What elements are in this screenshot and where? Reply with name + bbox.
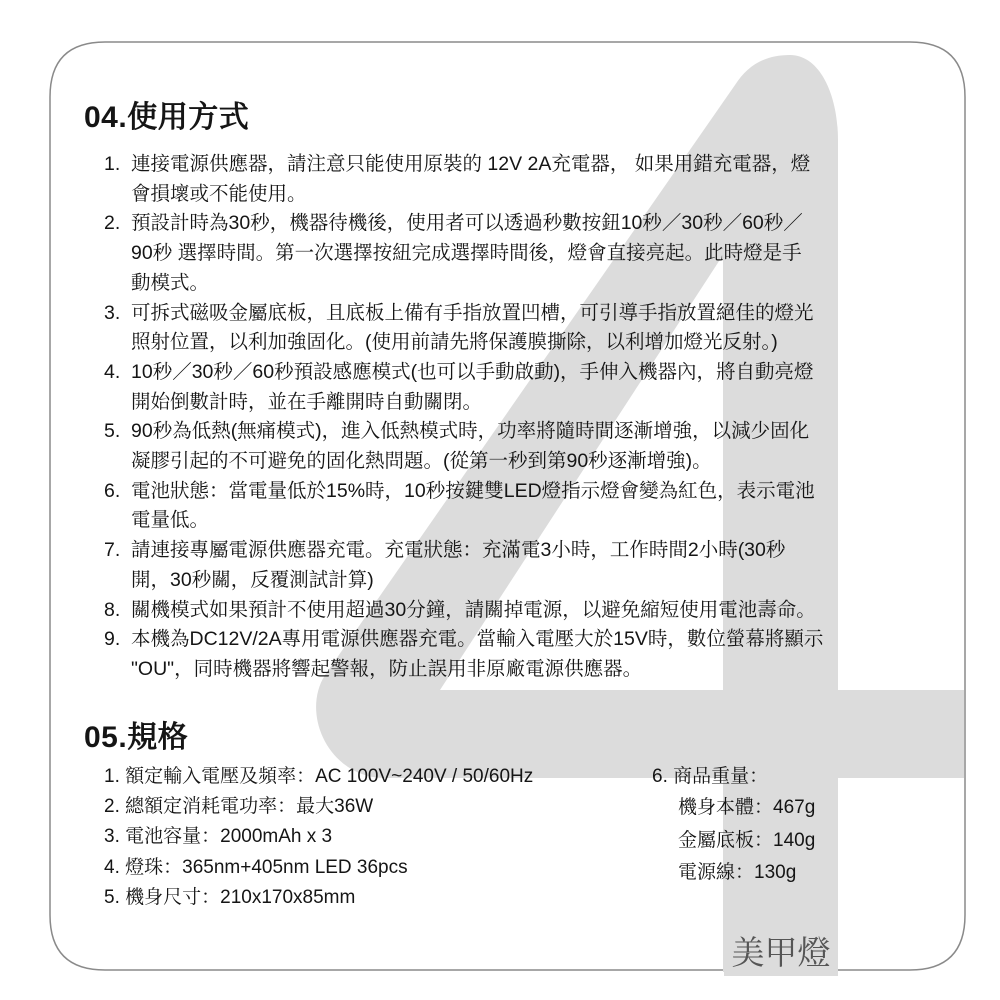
weight-item: 電源線：130g xyxy=(678,862,797,883)
usage-item xyxy=(104,150,954,209)
usage-item xyxy=(104,625,954,684)
item-text: 會損壞或不能使用。 xyxy=(131,182,307,205)
spec-item: 4. 燈珠：365nm+405nm LED 36pcs xyxy=(104,856,408,878)
item-number: 5. xyxy=(104,420,121,443)
item-text: 可拆式磁吸金屬底板，且底板上備有手指放置凹槽，可引導手指放置絕佳的燈光 xyxy=(131,301,814,324)
usage-item xyxy=(104,209,954,298)
item-text: 10秒／30秒／60秒預設感應模式(也可以手動啟動)，手伸入機器內，將自動亮燈 xyxy=(131,360,814,383)
item-text: 連接電源供應器，請注意只能使用原裝的 12V 2A充電器， 如果用錯充電器，燈 xyxy=(131,153,811,175)
spec-item: 5. 機身尺寸：210x170x85mm xyxy=(104,886,356,908)
item-number: 8. xyxy=(104,598,121,621)
specs-heading: 05.規格 xyxy=(84,721,189,754)
item-text: 動模式。 xyxy=(131,271,210,294)
item-text: "OU"，同時機器將響起警報，防止誤用非原廠電源供應器。 xyxy=(131,657,643,680)
usage-list xyxy=(104,150,954,685)
item-number: 9. xyxy=(104,628,121,651)
usage-item xyxy=(104,536,954,595)
spec-item: 3. 電池容量：2000mAh x 3 xyxy=(104,826,333,848)
item-text: 關機模式如果預計不使用超過30分鐘，請關掉電源，以避免縮短使用電池壽命。 xyxy=(131,598,816,621)
item-text: 請連接專屬電源供應器充電。充電狀態：充滿電3小時，工作時間2小時(30秒 xyxy=(131,539,786,562)
item-text: 90秒 選擇時間。第一次選擇按紐完成選擇時間後，燈會直接亮起。此時燈是手 xyxy=(131,242,802,265)
usage-item xyxy=(104,596,954,626)
item-number: 2. xyxy=(104,212,121,235)
spec-item: 2. 總額定消耗電功率：最大36W xyxy=(104,796,374,818)
item-number: 6. xyxy=(104,479,121,502)
usage-item xyxy=(104,299,954,358)
weight-title: 6. 商品重量： xyxy=(652,766,769,787)
item-number: 4. xyxy=(104,360,121,383)
item-text: 凝膠引起的不可避免的固化熱問題。(從第一秒到第90秒逐漸增強)。 xyxy=(131,450,712,473)
weight-item: 機身本體：467g xyxy=(678,797,816,818)
item-text: 預設計時為30秒，機器待機後，使用者可以透過秒數按鈕10秒／30秒／60秒／ xyxy=(131,212,803,235)
usage-item xyxy=(104,477,954,536)
spec-item: 1. 額定輸入電壓及頻率：AC 100V~240V / 50/60Hz xyxy=(104,766,534,787)
item-text: 電量低。 xyxy=(131,509,210,532)
weight-spec xyxy=(652,762,815,890)
item-text: 照射位置，以利加強固化。(使用前請先將保護膜撕除，以利增加燈光反射。) xyxy=(131,331,778,354)
item-text: 本機為DC12V/2A專用電源供應器充電。當輸入電壓大於15V時，數位螢幕將顯示 xyxy=(131,628,824,651)
item-text: 開，30秒關，反覆測試計算) xyxy=(131,568,374,591)
weight-item: 金屬底板：140g xyxy=(678,829,816,851)
product-label: 美甲燈 xyxy=(724,930,838,976)
item-number: 3. xyxy=(104,301,121,324)
item-text: 開始倒數計時，並在手離開時自動關閉。 xyxy=(131,390,483,413)
usage-item xyxy=(104,358,954,417)
item-number: 1. xyxy=(104,153,121,175)
usage-item xyxy=(104,417,954,476)
item-number: 7. xyxy=(104,539,121,562)
item-text: 電池狀態：當電量低於15%時，10秒按鍵雙LED燈指示燈會變為紅色，表示電池 xyxy=(131,479,815,502)
usage-heading: 04.使用方式 xyxy=(84,101,250,134)
specs-list xyxy=(104,762,533,913)
item-text: 90秒為低熱(無痛模式)，進入低熱模式時，功率將隨時間逐漸增強，以減少固化 xyxy=(131,420,810,443)
